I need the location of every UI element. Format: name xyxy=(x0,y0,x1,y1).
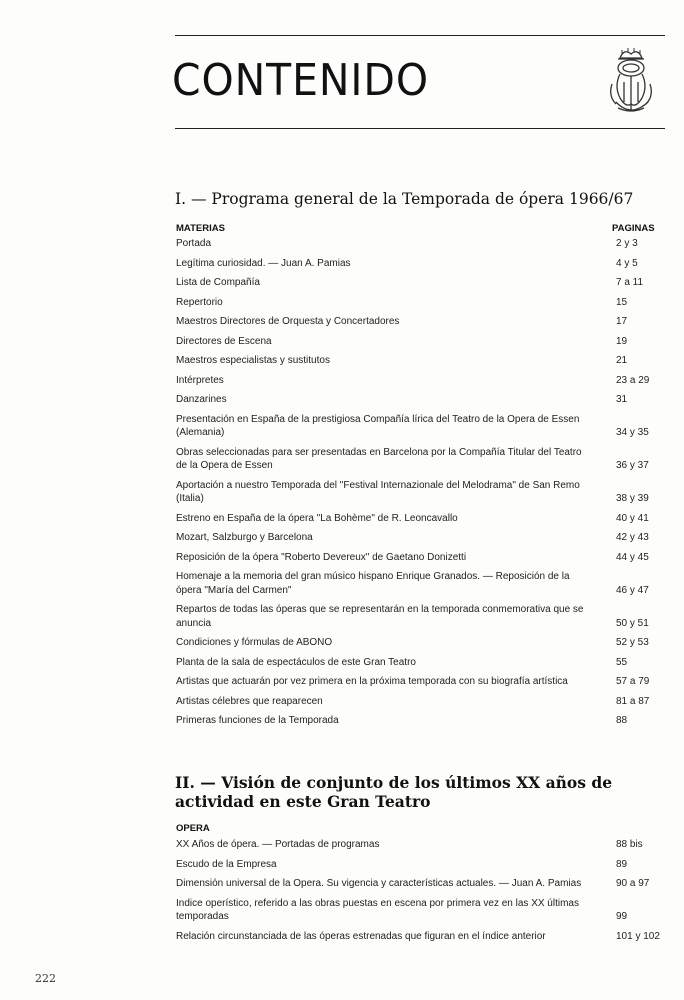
toc-entry-title: Repertorio xyxy=(176,296,223,308)
toc-entry xyxy=(176,531,660,545)
toc-entry-page: 21 xyxy=(616,355,628,366)
toc-entry-title: Primeras funciones de la Temporada xyxy=(176,715,339,726)
toc-entry-title: Planta de la sala de espectáculos de este Gran Teatro xyxy=(176,656,416,668)
page-number: 222 xyxy=(35,972,56,985)
toc-entry-page: 19 xyxy=(616,335,628,347)
toc-entry xyxy=(176,675,660,689)
toc-entry xyxy=(176,446,660,473)
top-rule xyxy=(175,35,665,36)
toc-entry-title: Condiciones y fórmulas de ABONO xyxy=(176,637,333,648)
toc-entry-title: Intérpretes xyxy=(176,374,224,386)
toc-entry-title: Artistas que actuarán por vez primera en la próxima temporada con su biografía artística xyxy=(176,676,568,687)
toc-entry xyxy=(176,838,660,852)
toc-entry-page: 50 y 51 xyxy=(616,617,649,629)
toc-entry xyxy=(176,257,660,271)
toc-entry xyxy=(176,354,660,368)
toc-entry-title: Artistas célebres que reaparecen xyxy=(176,695,323,707)
crest-emblem-icon xyxy=(606,44,656,116)
materias-header: MATERIAS xyxy=(176,223,225,234)
toc-entry-page: 57 a 79 xyxy=(616,676,650,687)
toc-entry-page: 2 y 3 xyxy=(616,238,638,249)
toc-entry-title: Relación circunstanciada de las óperas estrenadas que figuran en el índice anterior xyxy=(176,930,546,942)
toc-entry xyxy=(176,479,660,506)
toc-entry-page: 23 a 29 xyxy=(616,374,650,386)
toc-entry-page: 55 xyxy=(616,656,628,668)
toc-entry-title: Maestros Directores de Orquesta y Concertadores xyxy=(176,316,400,327)
section-2-title: II. — Visión de conjunto de los últimos XX años de actividad en este Gran Teatro xyxy=(175,773,613,811)
section-2-entries xyxy=(176,838,660,943)
toc-entry-page: 42 y 43 xyxy=(616,532,649,543)
toc-entry xyxy=(176,335,660,349)
toc-entry-title: Legítima curiosidad. — Juan A. Pamias xyxy=(176,257,351,269)
toc-entry xyxy=(176,714,660,728)
toc-entry xyxy=(176,393,660,407)
toc-entry-title: Maestros especialistas y sustitutos xyxy=(176,355,330,366)
toc-entry-page: 46 y 47 xyxy=(616,584,649,596)
toc-entry xyxy=(176,570,660,597)
toc-entry-title: Repartos de todas las óperas que se representarán en la temporada conmemorativa que se anuncia xyxy=(176,604,584,629)
paginas-header: PAGINAS xyxy=(612,223,655,234)
toc-entry-title: Aportación a nuestro Temporada del "Festival Internazionale del Melodrama" de San Remo (Italia) xyxy=(176,479,580,504)
page-title: CONTENIDO xyxy=(172,55,430,106)
toc-entry xyxy=(176,930,660,944)
toc-entry xyxy=(176,603,660,630)
toc-entry-title: Homenaje a la memoria del gran músico hispano Enrique Granados. — Reposición de la ópera "María del Carmen" xyxy=(176,571,570,596)
toc-entry xyxy=(176,897,660,924)
toc-entry-page: 4 y 5 xyxy=(616,257,638,269)
toc-entry-page: 31 xyxy=(616,394,628,405)
toc-entry xyxy=(176,374,660,388)
toc-entry-page: 15 xyxy=(616,296,628,308)
toc-entry-title: Escudo de la Empresa xyxy=(176,858,277,870)
toc-entry-page: 89 xyxy=(616,858,628,870)
toc-entry-title: Estreno en España de la ópera "La Bohème" de R. Leoncavallo xyxy=(176,512,458,524)
toc-entry xyxy=(176,276,660,290)
toc-entry-page: 7 a 11 xyxy=(616,277,644,288)
toc-entry-page: 34 y 35 xyxy=(616,427,649,438)
toc-entry-page: 36 y 37 xyxy=(616,460,649,471)
toc-entry-page: 52 y 53 xyxy=(616,637,649,648)
toc-entry xyxy=(176,877,660,891)
toc-entry xyxy=(176,858,660,872)
toc-entry xyxy=(176,237,660,251)
bottom-rule xyxy=(175,128,665,129)
toc-entry xyxy=(176,551,660,565)
toc-entry xyxy=(176,695,660,709)
toc-entry-title: Portada xyxy=(176,238,212,249)
toc-entry-title: Danzarines xyxy=(176,394,227,405)
toc-entry-page: 44 y 45 xyxy=(616,551,649,563)
toc-entry-page: 88 xyxy=(616,715,628,726)
toc-entry-page: 99 xyxy=(616,911,628,922)
toc-entry-title: Reposición de la ópera "Roberto Devereux" de Gaetano Donizetti xyxy=(176,551,467,563)
toc-entry xyxy=(176,315,660,329)
toc-entry-page: 88 bis xyxy=(616,839,643,850)
toc-entry-page: 40 y 41 xyxy=(616,512,649,524)
toc-entry xyxy=(176,656,660,670)
toc-entry-title: XX Años de ópera. — Portadas de programas xyxy=(176,839,380,850)
opera-header: OPERA xyxy=(176,823,210,834)
toc-entry xyxy=(176,413,660,440)
toc-entry-title: Lista de Compañía xyxy=(176,277,260,288)
toc-entry-title: Presentación en España de la prestigiosa Compañía lírica del Teatro de la Opera de Essen (Alemania) xyxy=(176,413,580,438)
toc-entry-page: 38 y 39 xyxy=(616,493,649,504)
toc-entry-title: Dimensión universal de la Opera. Su vigencia y características actuales. — Juan A. Pamias xyxy=(176,878,582,889)
toc-entry-title: Mozart, Salzburgo y Barcelona xyxy=(176,532,313,543)
toc-entry xyxy=(176,512,660,526)
section-1-entries xyxy=(176,237,660,728)
toc-entry-title: Obras seleccionadas para ser presentadas en Barcelona por la Compañía Titular del Teatro de la Opera de Essen xyxy=(176,446,582,471)
toc-entry xyxy=(176,636,660,650)
toc-entry xyxy=(176,296,660,310)
toc-entry-page: 17 xyxy=(616,316,628,327)
toc-entry-title: Directores de Escena xyxy=(176,335,272,347)
toc-entry-page: 81 a 87 xyxy=(616,695,650,707)
toc-entry-title: Indice operístico, referido a las obras puestas en escena por primera vez en las XX últimas temporadas xyxy=(176,897,579,922)
section-1-title: I. — Programa general de la Temporada de ópera 1966/67 xyxy=(175,190,634,208)
toc-entry-page: 90 a 97 xyxy=(616,878,650,889)
toc-entry-page: 101 y 102 xyxy=(616,930,660,942)
